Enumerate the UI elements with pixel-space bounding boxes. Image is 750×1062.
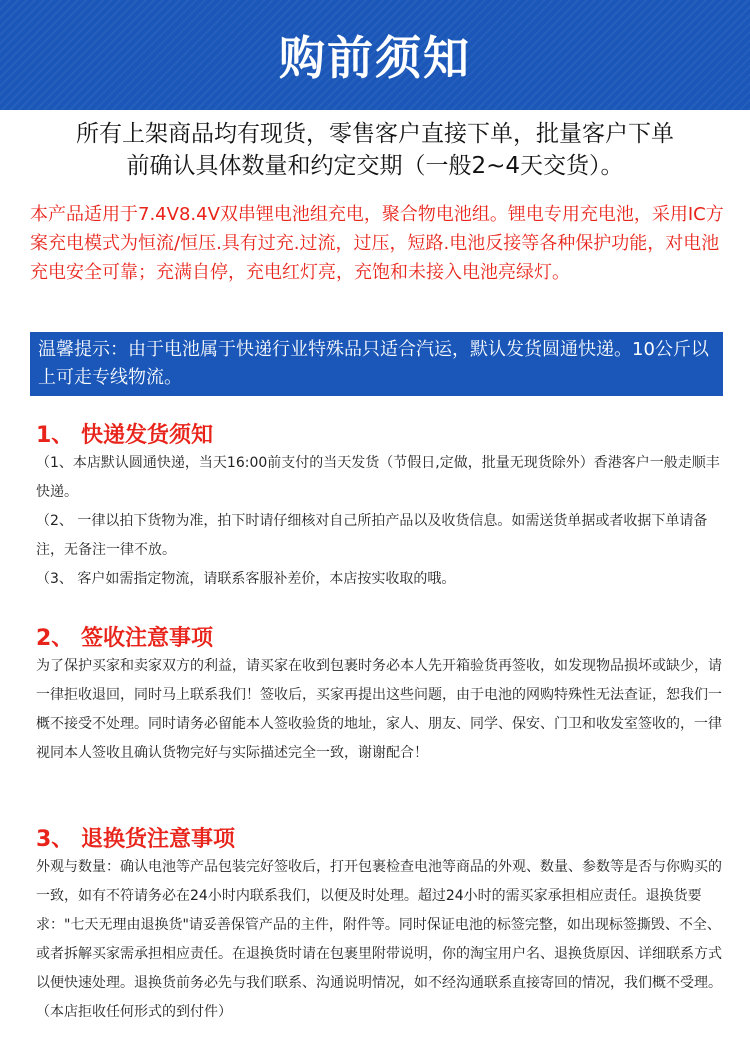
section-2-paragraph-1: 为了保护买家和卖家双方的利益，请买家在收到包裹时务必本人先开箱验货再签收，如发现物品损坏或缺少，请一律拒收退回，同时马上联系我们！签收后，买家再提出这些问题，由于电池的网购特殊性无法查证，恕我们一概不接受不处理。同时请务必留能本人签收验货的地址，家人、朋友、同学、保安、门卫和收发室签收的，一律视同本人签收且确认货物完好与实际描述完全一致，谢谢配合！ [36,658,722,761]
page-title: 购前须知 [279,31,471,85]
product-description: 本产品适用于7.4V8.4V双串锂电池组充电，聚合物电池组。锂电专用充电池，采用IC方案充电模式为恒流/恒压.具有过充.过流，过压，短路.电池反接等各种保护功能，对电池充电安全可靠；充满自停，充电红灯亮，充饱和未接入电池亮绿灯。 [30,204,724,283]
header-banner [0,0,750,110]
section-1-body [36,449,726,594]
section-2-title: 2、 签收注意事项 [36,626,213,651]
section-1-title: 1、 快递发货须知 [36,423,213,448]
section-3-body [36,853,726,1027]
section-1-paragraph-1: （1、本店默认圆通快递，当天16:00前支付的当天发货（节假日,定做，批量无现货除外）香港客户一般走顺丰快递。 [36,455,720,500]
section-2-body [36,652,726,768]
section-1-paragraph-2: （2、 一律以拍下货物为准，拍下时请仔细核对自己所拍产品以及收货信息。如需送货单据或者收据下单请备注，无备注一律不放。 [36,513,708,558]
section-3-title: 3、 退换货注意事项 [36,827,235,852]
section-1-paragraph-3: （3、 客户如需指定物流，请联系客服补差价，本店按实收取的哦。 [36,571,456,587]
intro-text [0,118,750,182]
intro-line-1: 所有上架商品均有现货，零售客户直接下单，批量客户下单 [76,121,674,147]
shipping-tip-box: 温馨提示：由于电池属于快递行业特殊品只适合汽运，默认发货圆通快递。10公斤以上可走专线物流。 [30,332,723,396]
intro-line-2: 前确认具体数量和约定交期（一般2~4天交货）。 [126,153,624,179]
section-3-paragraph-1: 外观与数量：确认电池等产品包装完好签收后，打开包裹检查电池等商品的外观、数量、参数等是否与你购买的一致，如有不符请务必在24小时内联系我们，以便及时处理。超过24小时的需买家承担相应责任。退换货要求："七天无理由退换货"请妥善保管产品的主件，附件等。同时保证电池的标签完整，如出现标签撕毁、不全、或者拆解买家需承担相应责任。在退换货时请在包裹里附带说明，你的淘宝用户名、退换货原因、详细联系方式以便快速处理。退换货前务必先与我们联系、沟通说明情况，如不经沟通联系直接寄回的情况，我们概不受理。（本店拒收任何形式的到付件） [36,859,722,1020]
